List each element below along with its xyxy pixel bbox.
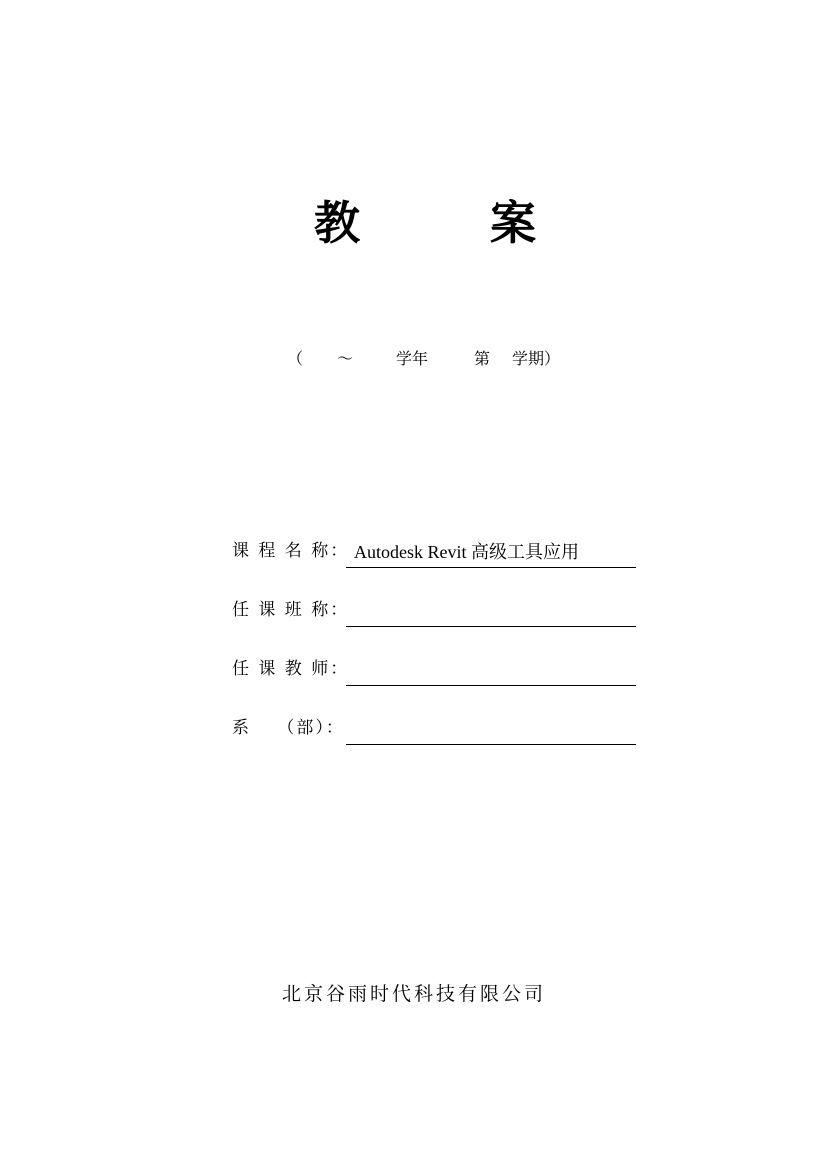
academic-term-line (0, 347, 826, 371)
course-name-value: Autodesk Revit 高级工具应用 (354, 542, 579, 562)
company-name: 北京谷雨时代科技有限公司 (281, 983, 546, 1005)
class-name-label: 任 课 班 称： (232, 600, 350, 620)
term-tilde: ～ (337, 349, 354, 368)
department-field (232, 715, 636, 745)
teacher-field (232, 656, 636, 686)
company-name-block (0, 980, 826, 1008)
term-school-year: 学年 (396, 349, 429, 368)
document-title (0, 195, 826, 251)
course-name-label: 课 程 名 称： (232, 541, 350, 561)
class-name-field (232, 597, 636, 627)
teacher-label: 任 课 教 师： (232, 659, 350, 679)
teacher-line (346, 657, 636, 686)
title-char-jiao: 教 (314, 196, 360, 250)
term-di: 第 (474, 349, 491, 368)
term-open-paren: （ (287, 349, 304, 368)
course-name-field (232, 538, 636, 568)
department-label: 系 （部）： (232, 718, 345, 738)
term-semester: 学期） (512, 349, 561, 368)
course-name-line (346, 539, 636, 568)
class-name-line (346, 598, 636, 627)
department-line (346, 716, 636, 745)
title-char-an: 案 (490, 196, 536, 250)
